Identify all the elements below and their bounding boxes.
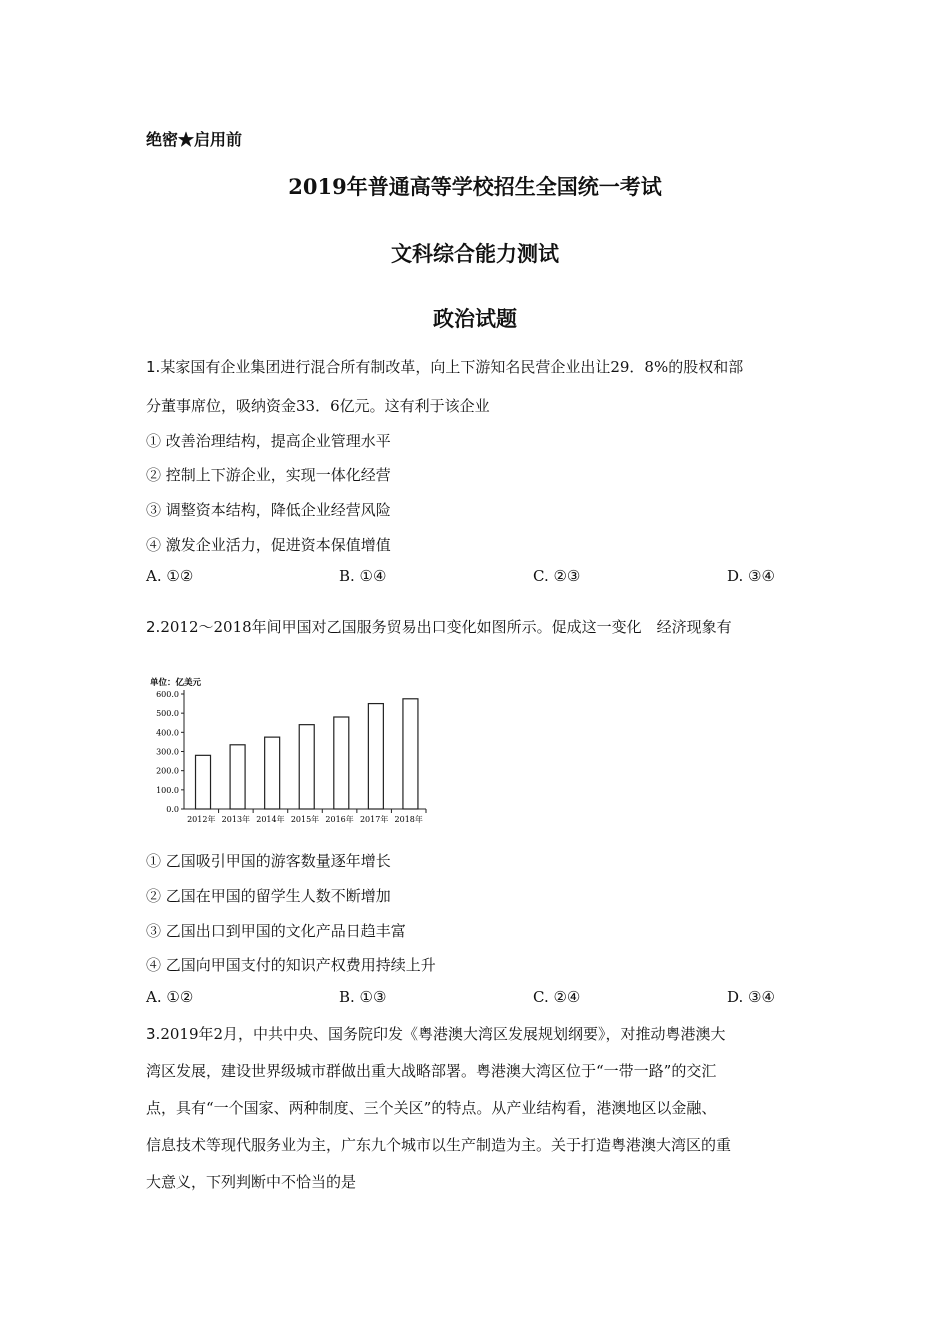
q1-option-d[interactable]: D. ③④ bbox=[727, 567, 775, 585]
q1-item-2: ② 控制上下游企业，实现一体化经营 bbox=[146, 466, 391, 484]
chart-y-tick-label: 300.0 bbox=[156, 747, 179, 757]
chart-x-label: 2015年 bbox=[290, 815, 320, 824]
secret-mark: 绝密★启用前 bbox=[146, 130, 243, 149]
chart-y-tick-label: 0.0 bbox=[166, 805, 179, 814]
q2-item-4: ④ 乙国向甲国支付的知识产权费用持续上升 bbox=[146, 956, 436, 974]
chart-unit-label: 单位：亿美元 bbox=[150, 678, 202, 688]
q3-line-2: 湾区发展，建设世界级城市群做出重大战略部署。粤港澳大湾区位于“一带一路”的交汇 bbox=[146, 1062, 717, 1080]
chart-bar bbox=[196, 755, 211, 809]
chart-y-tick-label: 500.0 bbox=[156, 709, 179, 719]
q1-option-a[interactable]: A. ①② bbox=[146, 567, 194, 585]
q2-item-3: ③ 乙国出口到甲国的文化产品日趋丰富 bbox=[146, 922, 406, 940]
q1-item-3: ③ 调整资本结构，降低企业经营风险 bbox=[146, 501, 391, 519]
chart-bars bbox=[196, 699, 418, 809]
q2-stem: 2.2012～2018年间甲国对乙国服务贸易出口变化如图所示。促成这一变化 经济现象有 bbox=[146, 618, 732, 636]
chart-bar bbox=[403, 699, 418, 809]
chart-bar bbox=[230, 745, 245, 809]
q2-option-d[interactable]: D. ③④ bbox=[727, 988, 775, 1006]
q2-option-c[interactable]: C. ②④ bbox=[533, 988, 581, 1006]
chart-y-tick-label: 200.0 bbox=[156, 766, 179, 776]
q3-line-5: 大意义，下列判断中不恰当的是 bbox=[146, 1173, 357, 1191]
q2-item-2: ② 乙国在甲国的留学生人数不断增加 bbox=[146, 887, 391, 905]
q2-item-1: ① 乙国吸引甲国的游客数量逐年增长 bbox=[146, 852, 391, 870]
chart-x-label: 2017年 bbox=[359, 815, 389, 824]
chart-x-label: 2013年 bbox=[221, 815, 251, 824]
q1-item-1: ① 改善治理结构，提高企业管理水平 bbox=[146, 432, 391, 450]
chart-bar bbox=[299, 725, 314, 809]
q3-line-4: 信息技术等现代服务业为主，广东九个城市以生产制造为主。关于打造粤港澳大湾区的重 bbox=[146, 1136, 732, 1154]
chart-x-label: 2012年 bbox=[187, 815, 216, 824]
q1-option-b[interactable]: B. ①④ bbox=[339, 567, 387, 585]
q2-bar-chart bbox=[150, 672, 435, 828]
chart-x-label: 2018年 bbox=[394, 815, 423, 824]
chart-bar bbox=[368, 704, 383, 809]
chart-y-tick-label: 600.0 bbox=[156, 690, 179, 699]
q1-stem-line1: 1.某家国有企业集团进行混合所有制改革，向上下游知名民营企业出让29．8%的股权和部 bbox=[146, 358, 744, 376]
q3-line-3: 点，具有“一个国家、两种制度、三个关区”的特点。从产业结构看，港澳地区以金融、 bbox=[146, 1099, 717, 1117]
q1-stem-line2: 分董事席位，吸纳资金33．6亿元。这有利于该企业 bbox=[146, 397, 490, 415]
q3-line-1: 3.2019年2月，中共中央、国务院印发《粤港澳大湾区发展规划纲要》，对推动粤港澳大 bbox=[146, 1025, 726, 1043]
q2-number: 2. bbox=[146, 618, 161, 636]
q1-item-4: ④ 激发企业活力，促进资本保值增值 bbox=[146, 536, 391, 554]
chart-bar bbox=[265, 737, 280, 809]
chart-x-labels bbox=[187, 809, 426, 824]
q1-option-c[interactable]: C. ②③ bbox=[533, 567, 581, 585]
q2-option-b[interactable]: B. ①③ bbox=[339, 988, 387, 1006]
chart-x-label: 2014年 bbox=[256, 815, 285, 824]
q1-number: 1. bbox=[146, 358, 161, 376]
q3-number: 3. bbox=[146, 1025, 161, 1043]
chart-x-label: 2016年 bbox=[325, 815, 354, 824]
q2-option-a[interactable]: A. ①② bbox=[146, 988, 194, 1006]
exam-title: 2019年普通高等学校招生全国统一考试 bbox=[288, 174, 662, 199]
exam-subtitle: 文科综合能力测试 bbox=[391, 241, 559, 266]
chart-bar bbox=[334, 717, 349, 809]
section-title: 政治试题 bbox=[433, 306, 517, 331]
chart-y-tick-label: 400.0 bbox=[156, 728, 179, 738]
chart-y-tick-label: 100.0 bbox=[156, 785, 179, 795]
